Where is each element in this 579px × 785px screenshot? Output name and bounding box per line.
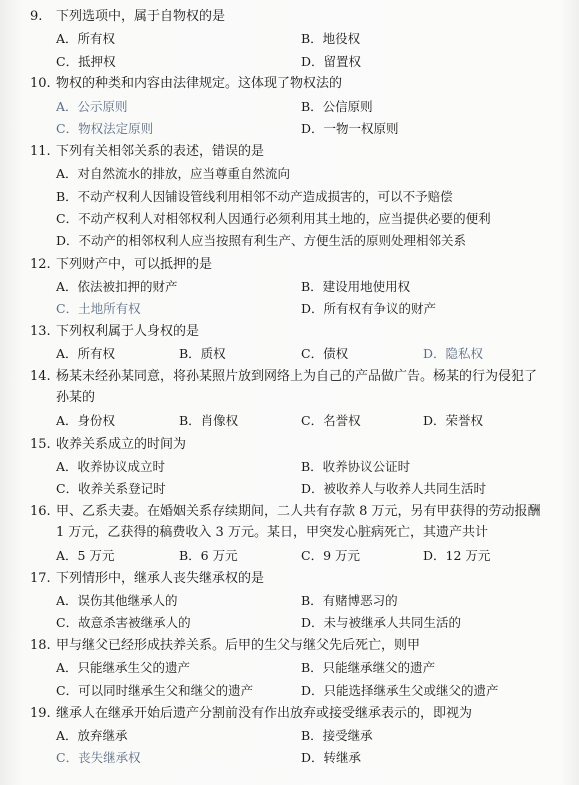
question-number: 19. — [30, 706, 51, 721]
question-stem: 下列权利属于人身权的是 — [56, 324, 200, 339]
option-c: C．可以同时继承生父和继父的遗产 — [56, 683, 254, 698]
option-c: C．物权法定原则 — [56, 121, 154, 136]
option-d: D．转继承 — [301, 750, 362, 765]
question-stem: 下列选项中，属于自物权的是 — [56, 9, 226, 24]
question-stem: 甲与继父已经形成扶养关系。后甲的生父与继父先后死亡，则甲 — [56, 638, 421, 653]
question-stem-continued: 1 万元，乙获得的稿费收入 3 万元。某日，甲突发心脏病死亡，其遗产共计 — [56, 525, 488, 540]
option-a: A．只能继承生父的遗产 — [56, 660, 191, 675]
option-a: A．所有权 — [56, 346, 116, 361]
question-9 — [30, 8, 565, 26]
option-a: A．所有权 — [56, 31, 116, 46]
option-b: B．接受继承 — [301, 728, 373, 743]
question-number: 9. — [30, 9, 43, 24]
question-stem: 杨某未经孙某同意，将孙某照片放到网络上为自己的产品做广告。杨某的行为侵犯了 — [56, 369, 538, 384]
question-18 — [30, 637, 565, 655]
question-10 — [30, 75, 565, 93]
option-d: D．不动产的相邻权利人应当按照有利生产、方便生活的原则处理相邻关系 — [56, 233, 467, 248]
option-d: D．未与被继承人共同生活的 — [301, 615, 462, 630]
question-number: 14. — [30, 369, 51, 384]
option-b: B．公信原则 — [301, 99, 373, 114]
option-a: A．5 万元 — [56, 548, 115, 563]
question-16 — [30, 503, 565, 521]
option-b: B．有赌博恶习的 — [301, 593, 398, 608]
question-number: 16. — [30, 504, 51, 519]
question-17 — [30, 570, 565, 588]
question-number: 17. — [30, 571, 51, 586]
question-stem: 下列情形中，继承人丧失继承权的是 — [56, 571, 265, 586]
question-number: 13. — [30, 324, 51, 339]
option-c: C．故意杀害被继承人的 — [56, 615, 191, 630]
question-number: 12. — [30, 257, 51, 272]
option-a: A．误伤其他继承人的 — [56, 593, 178, 608]
option-a: A．公示原则 — [56, 99, 128, 114]
question-stem: 继承人在继承开始后遗产分割前没有作出放弃或接受继承表示的，即视为 — [56, 706, 473, 721]
question-stem: 物权的种类和内容由法律规定。这体现了物权法的 — [56, 76, 343, 91]
question-12 — [30, 256, 565, 274]
question-stem-continued: 孙某的 — [56, 390, 96, 405]
option-c: C．土地所有权 — [56, 301, 141, 316]
option-d: D．一物一权原则 — [301, 121, 399, 136]
option-d: D．被收养人与收养人共同生活时 — [301, 481, 487, 496]
option-c: C．收养关系登记时 — [56, 481, 166, 496]
question-stem: 甲、乙系夫妻。在婚姻关系存续期间，二人共有存款 8 万元，另有甲获得的劳动报酬 — [56, 504, 541, 519]
question-13 — [30, 323, 565, 341]
question-number: 10. — [30, 76, 51, 91]
question-number: 11. — [30, 144, 51, 159]
option-d: D．荣誉权 — [423, 413, 484, 428]
question-stem: 下列有关相邻关系的表述，错误的是 — [56, 144, 265, 159]
option-a: A．对自然流水的排放，应当尊重自然流向 — [56, 166, 291, 181]
question-19 — [30, 705, 565, 723]
option-c: C．抵押权 — [56, 54, 116, 69]
option-b: B．收养协议公证时 — [301, 459, 411, 474]
option-b: B．地役权 — [301, 31, 361, 46]
option-b: B．建设用地使用权 — [301, 279, 411, 294]
option-c: C．名誉权 — [301, 413, 361, 428]
question-14 — [30, 368, 565, 386]
question-15 — [30, 436, 565, 454]
option-d: D．隐私权 — [423, 346, 484, 361]
option-b: B．肖像权 — [179, 413, 239, 428]
option-b: B．6 万元 — [179, 548, 238, 563]
option-a: A．身份权 — [56, 413, 116, 428]
option-c: C．债权 — [301, 346, 349, 361]
option-d: D．留置权 — [301, 54, 362, 69]
option-b: B．不动产权利人因铺设管线利用相邻不动产造成损害的，可以不予赔偿 — [56, 189, 453, 204]
option-c: C．9 万元 — [301, 548, 360, 563]
question-number: 18. — [30, 638, 51, 653]
option-d: D．只能选择继承生父或继父的遗产 — [301, 683, 499, 698]
option-d: D．所有权有争议的财产 — [301, 301, 437, 316]
option-c: C．丧失继承权 — [56, 750, 141, 765]
question-stem: 收养关系成立的时间为 — [56, 437, 187, 452]
option-b: B．质权 — [179, 346, 226, 361]
question-stem: 下列财产中，可以抵押的是 — [56, 257, 213, 272]
question-11 — [30, 143, 565, 161]
option-d: D．12 万元 — [423, 548, 491, 563]
option-b: B．只能继承继父的遗产 — [301, 660, 436, 675]
option-a: A．收养协议成立时 — [56, 459, 166, 474]
option-a: A．依法被扣押的财产 — [56, 279, 178, 294]
option-a: A．放弃继承 — [56, 728, 128, 743]
question-number: 15. — [30, 437, 51, 452]
option-c: C．不动产权利人对相邻权利人因通行必须利用其土地的，应当提供必要的便利 — [56, 211, 491, 226]
